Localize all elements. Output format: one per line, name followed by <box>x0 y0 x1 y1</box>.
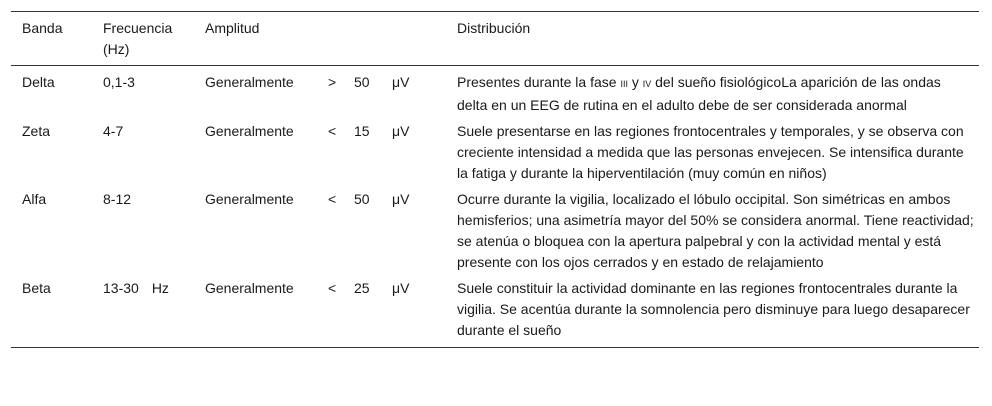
header-amplitud: Amplitud <box>205 20 260 36</box>
frecuencia-unit: Hz <box>151 280 169 296</box>
roman-numeral-iii: III <box>620 79 628 89</box>
amp-value: 50 <box>354 191 370 207</box>
amp-unit: μV <box>392 123 410 139</box>
amp-qualifier: Generalmente <box>205 123 294 139</box>
table-row-beta <box>11 273 979 348</box>
eeg-bands-table-container <box>11 11 979 348</box>
table-body <box>11 66 979 348</box>
frecuencia-value: 4-7 <box>103 123 124 139</box>
amp-value: 50 <box>354 74 370 90</box>
amp-qualifier: Generalmente <box>205 74 294 90</box>
table-header <box>11 12 979 66</box>
cell-amplitud <box>194 116 446 184</box>
table-row-zeta <box>11 116 979 184</box>
cell-amplitud <box>194 273 446 348</box>
cell-frecuencia <box>92 116 194 184</box>
dist-text-2: y <box>627 74 643 90</box>
dist-text-1: Presentes durante la fase <box>457 74 621 90</box>
cell-frecuencia <box>92 184 194 273</box>
amp-operator: < <box>328 123 337 139</box>
amp-value: 25 <box>354 280 370 296</box>
cell-distribucion: Suele constituir la actividad dominante en las regiones frontocentrales durante la vigilia. Se acentúa durante la somnolencia pero disminuye para luego desaparecer durante el sueño <box>457 280 970 338</box>
amp-unit: μV <box>392 74 410 90</box>
amp-qualifier: Generalmente <box>205 280 294 296</box>
amp-operator: < <box>328 280 337 296</box>
amp-unit: μV <box>392 191 410 207</box>
table-row-delta <box>11 66 979 117</box>
cell-distribucion: Ocurre durante la vigilia, localizado el lóbulo occipital. Son simétricas en ambos hemisferios; una asimetría mayor del 50% se considera anormal. Tiene reactividad; se atenúa o bloquea con la apertura palpebral y con la actividad mental y está presente con los ojos cerrados y en estado de relajamiento <box>457 191 974 270</box>
cell-frecuencia <box>92 66 194 117</box>
roman-numeral-iv: IV <box>642 79 652 89</box>
cell-amplitud <box>194 66 446 117</box>
frecuencia-value: 13-30 <box>103 280 139 296</box>
cell-distribucion <box>446 66 979 117</box>
amp-unit: μV <box>392 280 410 296</box>
frecuencia-value: 8-12 <box>103 191 132 207</box>
cell-banda: Alfa <box>22 191 47 207</box>
amp-operator: > <box>328 74 337 90</box>
amp-operator: < <box>328 191 337 207</box>
amp-value: 15 <box>354 123 370 139</box>
eeg-bands-table <box>11 11 979 348</box>
cell-banda: Delta <box>22 74 55 90</box>
cell-banda: Zeta <box>22 123 51 139</box>
cell-amplitud <box>194 184 446 273</box>
cell-frecuencia <box>92 273 194 348</box>
cell-banda: Beta <box>22 280 51 296</box>
header-frecuencia: Frecuencia (Hz) <box>103 20 173 57</box>
cell-distribucion: Suele presentarse en las regiones frontocentrales y temporales, y se observa con creciente intensidad a medida que las personas envejecen. Se intensifica durante la fatiga y durante la hiperventilación (muy común en niños) <box>457 123 964 181</box>
frecuencia-value: 0,1-3 <box>103 74 135 90</box>
table-row-alfa <box>11 184 979 273</box>
header-row <box>11 12 979 66</box>
header-banda: Banda <box>22 20 63 36</box>
dist-text-3: del sueño fisiológicoLa aparición de las ondas delta en un EEG de rutina en el adulto debe de ser considerada anormal <box>457 74 941 113</box>
amp-qualifier: Generalmente <box>205 191 294 207</box>
header-distribucion: Distribución <box>457 20 531 36</box>
